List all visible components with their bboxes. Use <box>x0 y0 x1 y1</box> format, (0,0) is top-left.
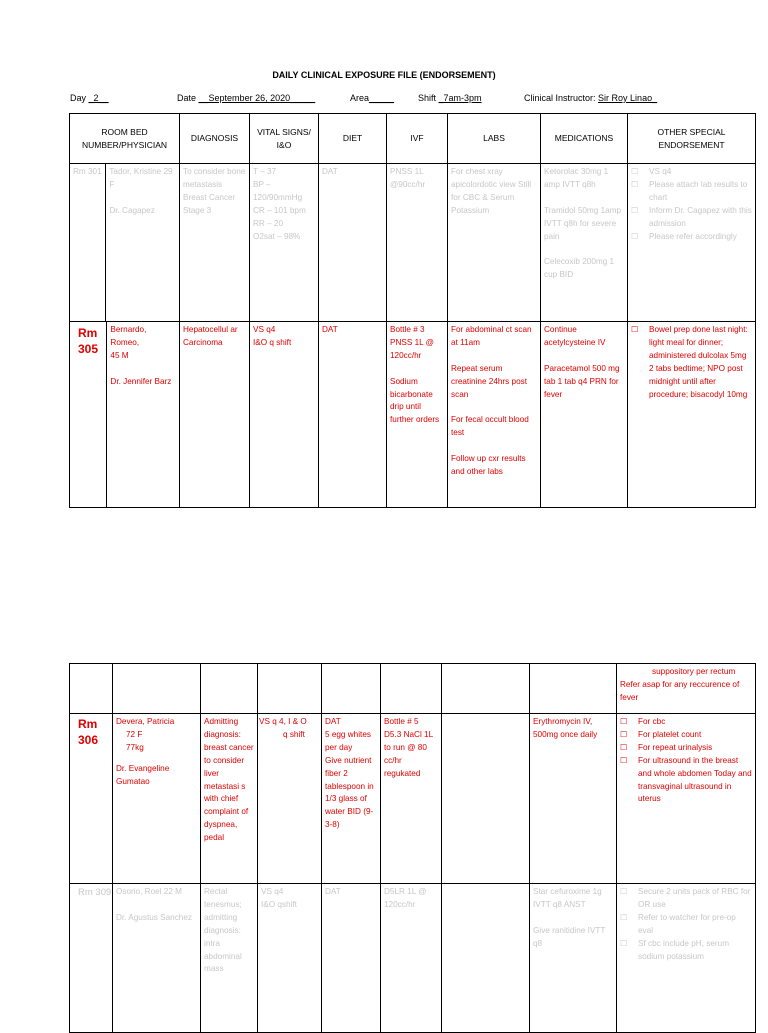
endorsement-text: Secure 2 units pack of RBC for OR use <box>638 887 751 909</box>
other-cell <box>617 884 756 1033</box>
ivf-cell: Bottle # 3 PNSS 1L @ 120cc/hr Sodium bicarbonate drip until further orders <box>387 322 448 508</box>
day-label: Day <box>70 93 87 103</box>
checkbox-icon: ☐ <box>620 742 628 752</box>
area-value: _____ <box>369 93 395 103</box>
ivf-cell: Bottle # 5 D5.3 NaCl 1L to run @ 80 cc/hr regukated <box>381 714 442 884</box>
endorsement-item <box>631 205 752 231</box>
labs-cell: For abdominal ct scan at 11am Repeat serum creatinine 24hrs post scan For fecal occult blood test Follow up cxr results and other labs <box>448 322 541 508</box>
labs-cell <box>442 714 530 884</box>
empty-cell <box>322 664 381 714</box>
table-header-row <box>70 114 756 164</box>
col-header-medications: MEDICATIONS <box>541 114 628 164</box>
checkbox-icon: ☐ <box>631 205 639 215</box>
endorsement-item <box>620 716 752 729</box>
medications-cell: Ketorolac 30mg 1 amp IVTT q8h Tramidol 50mg 1amp IVTT q8h for severe pain Celecoxib 200mg 1 cup BID <box>541 164 628 322</box>
endorsement-text: Refer to watcher for pre-op eval <box>638 912 736 935</box>
endorsement-item <box>620 729 752 742</box>
patient-cell <box>113 714 201 884</box>
endorsement-text: For repeat urinalysis <box>638 742 713 752</box>
checkbox-icon: ☐ <box>631 179 639 189</box>
empty-cell <box>258 664 322 714</box>
vitals-cell: T – 37 BP – 120/90mmHg CR – 101 bpm RR – 20 O2sat – 98% <box>250 164 319 322</box>
diet-cell: DAT <box>319 164 387 322</box>
date-label: Date <box>177 93 197 103</box>
endorsement-item <box>620 742 752 755</box>
col-header-diet: DIET <box>319 114 387 164</box>
col-header-diagnosis: DIAGNOSIS <box>180 114 250 164</box>
table-row-rm305 <box>70 322 756 508</box>
room-cell <box>70 164 180 322</box>
medications-cell: Continue acetylcysteine IV Paracetamol 500 mg tab 1 tab q4 PRN for fever <box>541 322 628 508</box>
table-row-rm309 <box>70 884 756 1033</box>
area-label: Area <box>350 93 370 103</box>
room-number: Rm 301 <box>70 164 106 321</box>
checkbox-icon: ☐ <box>620 755 628 765</box>
endorsement-continuation: suppository per rectum <box>652 667 736 676</box>
attending-doctor: Dr. Evangeline Gumatao <box>116 763 170 786</box>
col-header-vitals: VITAL SIGNS/ I&O <box>250 114 319 164</box>
shift-label: Shift <box>418 93 437 103</box>
endorsement-note: Refer asap for any reccurence of fever <box>620 679 740 702</box>
diet-cell: DAT 5 egg whites per day Give nutrient fiber 2 tablespoon in 1/3 glass of water BID (9-3-8) <box>322 714 381 884</box>
endorsement-text: Please attach lab results to chart <box>649 179 748 202</box>
endorsement-text: Inform Dr. Cagapez with this admission <box>649 205 752 228</box>
diet-cell: DAT <box>319 322 387 508</box>
empty-cell <box>530 664 617 714</box>
empty-cell <box>113 664 201 714</box>
endorsement-text: VS q4 <box>649 167 672 176</box>
other-cell <box>617 664 756 714</box>
room-number: Rm 306 <box>70 714 113 884</box>
patient-info: Tador, Kristine 29 F Dr. Cagapez <box>109 167 173 215</box>
checkbox-icon: ☐ <box>631 167 639 176</box>
vitals-line: q shift <box>283 729 305 739</box>
other-cell <box>628 164 756 322</box>
vitals-cell <box>258 714 322 884</box>
diagnosis-cell: Hepatocellul ar Carcinoma <box>180 322 250 508</box>
endorsement-text: Sf cbc include pH, serum sodium potassium <box>638 938 730 961</box>
checkbox-icon: ☐ <box>631 325 639 334</box>
endorsement-text: For platelet count <box>638 729 702 739</box>
instructor-label: Clinical Instructor: <box>524 93 596 103</box>
patient-weight: 77kg <box>126 742 144 752</box>
shift-field <box>418 93 482 103</box>
endorsement-text: Bowel prep done last night: light meal for dinner; administered dulcolax 5mg 2 tabs bedtime; NPO post midnight until after procedure; bisacodyl 10mg <box>649 325 748 399</box>
ivf-cell: D5LR 1L @ 120cc/hr <box>381 884 442 1033</box>
date-value: __September 26, 2020_____ <box>198 93 316 103</box>
checkbox-icon: ☐ <box>620 887 628 896</box>
endorsement-item <box>631 324 752 401</box>
endorsement-item <box>631 231 752 244</box>
endorsement-item <box>620 886 752 912</box>
instructor-value: Sir Roy Linao_ <box>598 93 658 103</box>
checkbox-icon: ☐ <box>620 912 628 922</box>
other-cell <box>617 714 756 884</box>
checkbox-icon: ☐ <box>620 729 628 739</box>
table-row-rm306 <box>70 714 756 884</box>
day-value: _2__ <box>88 93 109 103</box>
patient-age: 72 F <box>126 729 143 739</box>
checkbox-icon: ☐ <box>620 938 628 948</box>
diagnosis-cell: Admitting diagnosis: breast cancer to consider liver metastasi s with chief complaint of dyspnea, pedal <box>201 714 258 884</box>
table-row-continuation <box>70 664 756 714</box>
other-cell <box>628 322 756 508</box>
diagnosis-cell: Rectal tenesmus; admitting diagnosis: intra abdominal mass <box>201 884 258 1033</box>
patient-name: Devera, Patricia <box>116 717 175 726</box>
medications-cell: Star cefuroxime 1g IVTT q8 ANST Give ranitidine IVTT q8 <box>530 884 617 1033</box>
checkbox-icon: ☐ <box>631 231 639 241</box>
document-title: DAILY CLINICAL EXPOSURE FILE (ENDORSEMENT) <box>272 70 496 80</box>
empty-cell <box>381 664 442 714</box>
col-header-ivf: IVF <box>387 114 448 164</box>
labs-cell <box>442 884 530 1033</box>
empty-cell <box>70 664 113 714</box>
col-header-labs: LABS <box>448 114 541 164</box>
endorsement-text: For cbc <box>638 717 666 726</box>
room-number: Rm 309 <box>70 884 113 1033</box>
empty-cell <box>201 664 258 714</box>
endorsement-item <box>620 912 752 938</box>
endorsement-item <box>631 179 752 205</box>
diet-cell: DAT <box>322 884 381 1033</box>
empty-cell <box>442 664 530 714</box>
labs-cell: For chest xray apicolordotic view Still for CBC & Serum Potassium <box>448 164 541 322</box>
endorsement-text: For ultrasound in the breast and whole abdomen Today and transvaginal ultrasound in uterus <box>638 755 752 804</box>
shift-value: _7am-3pm <box>438 93 482 103</box>
diagnosis-cell: To consider bone metastasis Breast Cancer Stage 3 <box>180 164 250 322</box>
endorsement-item <box>620 938 752 964</box>
patient-info: Osorio, Roel 22 M Dr. Agustus Sanchez <box>113 884 201 1033</box>
ivf-cell: PNSS 1L @90cc/hr <box>387 164 448 322</box>
endorsement-table-1 <box>69 113 756 508</box>
checkbox-icon: ☐ <box>620 717 628 726</box>
medications-cell: Erythromycin IV, 500mg once daily <box>530 714 617 884</box>
endorsement-item <box>631 166 752 179</box>
col-header-other: OTHER SPECIAL ENDORSEMENT <box>628 114 756 164</box>
room-number: Rm 305 <box>70 322 107 507</box>
day-field <box>70 93 109 103</box>
area-field <box>350 93 394 103</box>
endorsement-item <box>620 755 752 807</box>
table-row-rm301 <box>70 164 756 322</box>
endorsement-text: Please refer accordingly <box>649 231 737 241</box>
vitals-cell: VS q4 I&O qshift <box>258 884 322 1033</box>
instructor-field <box>524 93 657 103</box>
date-field <box>177 93 315 103</box>
vitals-line: VS q 4, I & O <box>259 717 307 726</box>
patient-info: Bernardo, Romeo, 45 M Dr. Jennifer Barz <box>110 325 172 386</box>
room-cell <box>70 322 180 508</box>
endorsement-table-2 <box>69 663 756 1033</box>
col-header-room: ROOM BED NUMBER/PHYSICIAN <box>70 114 180 164</box>
vitals-cell: VS q4 I&O q shift <box>250 322 319 508</box>
